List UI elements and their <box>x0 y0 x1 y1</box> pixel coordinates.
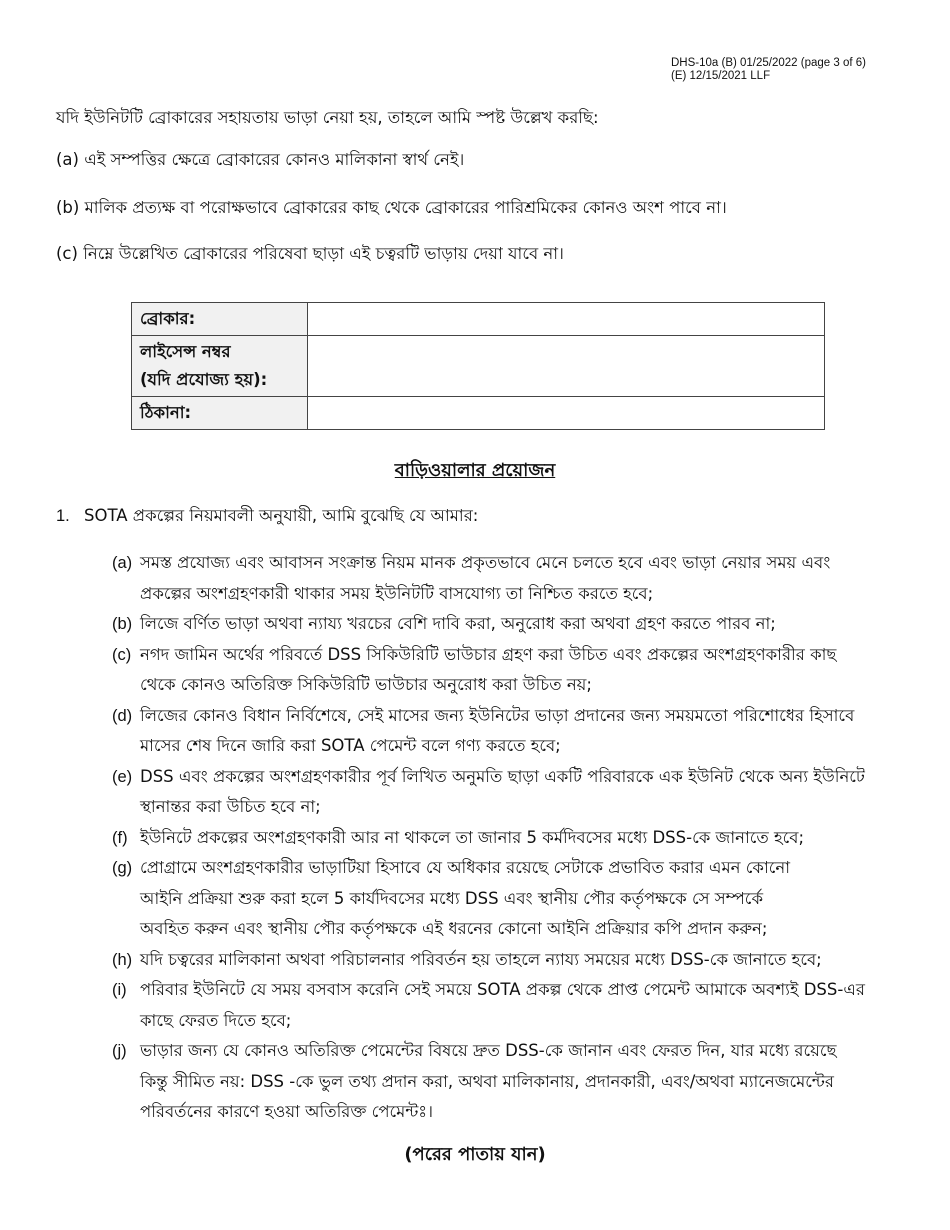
requirement-marker: (h) <box>112 950 133 969</box>
requirement-line: প্রকল্পের অংশগ্রহণকারী থাকার সময় ইউনিটটি বাসযোগ্য তা নিশ্চিত করতে হবে; <box>140 583 654 603</box>
requirement-line: ইউনিটে প্রকল্পের অংশগ্রহণকারী আর না থাকলে তা জানার 5 কর্মদিবসের মধ্যে DSS-কে জানাতে হবে; <box>140 827 805 847</box>
requirement-line: DSS এবং প্রকল্পের অংশগ্রহণকারীর পূর্ব লিখিত অনুমতি ছাড়া একটি পরিবারকে এক ইউনিট থেকে অন্য ইউনিটে <box>140 766 865 786</box>
requirement-item <box>112 640 892 701</box>
requirement-item <box>112 853 892 945</box>
requirement-line: পরিবর্তনের কারণে হওয়া অতিরিক্ত পেমেন্টঃ। <box>140 1102 434 1121</box>
item-number: 1. <box>56 507 70 525</box>
requirement-line: যদি চত্বরের মালিকানা অথবা পরিচালনার পরিবর্তন হয় তাহলে ন্যায্য সময়ের মধ্যে DSS-কে জানাতে হবে; <box>140 949 822 969</box>
requirement-marker: (f) <box>112 828 128 847</box>
requirement-marker: (e) <box>112 767 133 786</box>
requirement-item <box>112 823 892 854</box>
requirement-line: পরিবার ইউনিটে যে সময় বসবাস করেনি সেই সময়ে SOTA প্রকল্প থেকে প্রাপ্ত পেমেন্ট আমাকে অবশ্যই DSS-এর <box>140 980 865 999</box>
broker-row <box>132 303 825 336</box>
requirement-line: নগদ জামিন অর্থের পরিবর্তে DSS সিকিউরিটি ভাউচার গ্রহণ করা উচিত এবং প্রকল্পের অংশগ্রহণকারীর কাছ <box>140 644 837 664</box>
requirement-line: সমস্ত প্রযোজ্য এবং আবাসন সংক্রান্ত নিয়ম মানক প্রকৃতভাবে মেনে চলতে হবে এবং ভাড়া নেয়ার সময় এবং <box>140 553 831 572</box>
requirement-item <box>112 975 892 1036</box>
requirement-line: কাছে ফেরত দিতে হবে; <box>140 1010 292 1030</box>
requirement-line: প্রোগ্রামে অংশগ্রহণকারীর ভাড়াটিয়া হিসাবে যে অধিকার রয়েছে সেটাকে প্রভাবিত করার এমন কোনো <box>140 858 790 877</box>
form-id-line-1: DHS-10a (B) 01/25/2022 (page 3 of 6) <box>671 57 866 69</box>
numbered-item-text: SOTA প্রকল্পের নিয়মাবলী অনুযায়ী, আমি বুঝেছি যে আমার: <box>84 506 479 525</box>
address-row <box>132 397 825 430</box>
license-row <box>132 336 825 397</box>
license-field[interactable] <box>308 336 825 397</box>
requirement-line: থেকে কোনও অতিরিক্ত সিকিউরিটি ভাউচার অনুরোধ করা উচিত নয়; <box>140 675 592 694</box>
intro-item-a: (a) এই সম্পত্তির ক্ষেত্রে ব্রোকারের কোনও মালিকানা স্বার্থ নেই। <box>56 150 465 169</box>
intro-item-b: (b) মালিক প্রত্যক্ষ বা পরোক্ষভাবে ব্রোকারের কাছ থেকে ব্রোকারের পারিশ্রমিকের কোনও অংশ পাবে না। <box>56 198 727 217</box>
requirement-item <box>112 701 892 762</box>
requirement-marker: (i) <box>112 981 127 999</box>
requirement-line: লিজে বর্ণিত ভাড়া অথবা ন্যায্য খরচের বেশি দাবি করা, অনুরোধ করা অথবা গ্রহণ করতে পারব না; <box>140 614 776 633</box>
requirements-list <box>112 548 892 1128</box>
form-id-header <box>671 57 866 83</box>
requirement-line: কিন্তু সীমিত নয়: DSS -কে ভুল তথ্য প্রদান করা, অথবা মালিকানায়, প্রদানকারী, এবং/অথবা ম্যানেজমেন্টের <box>140 1071 834 1091</box>
address-field[interactable] <box>308 397 825 430</box>
license-label <box>132 336 308 397</box>
requirement-line: ভাড়ার জন্য যে কোনও অতিরিক্ত পেমেন্টের বিষয়ে দ্রুত DSS-কে জানান এবং ফেরত দিন, যার মধ্যে রয়েছে <box>140 1041 837 1060</box>
continue-next-page: (পরের পাতায় যান) <box>404 1144 546 1165</box>
license-label-line-2: (যদি প্রযোজ্য হয়): <box>140 370 268 389</box>
requirement-marker: (b) <box>112 615 133 633</box>
requirement-marker: (c) <box>112 645 132 664</box>
section-title: বাড়িওয়ালার প্রয়োজন <box>394 460 556 481</box>
requirement-item <box>112 609 892 640</box>
requirement-line: আইনি প্রক্রিয়া শুরু করা হলে 5 কার্যদিবসের মধ্যে DSS এবং স্থানীয় পৌর কর্তৃপক্ষকে সে সম্পর্কে <box>140 888 763 908</box>
requirement-item <box>112 762 892 823</box>
license-label-line-1: লাইসেন্স নম্বর <box>140 342 231 361</box>
requirement-marker: (a) <box>112 554 133 572</box>
requirement-marker: (d) <box>112 706 133 725</box>
intro-item-c: (c) নিম্নে উল্লেখিত ব্রোকারের পরিষেবা ছাড়া এই চত্বরটি ভাড়ায় দেয়া যাবে না। <box>56 244 564 263</box>
intro-line: যদি ইউনিটটি ব্রোকারের সহায়তায় ভাড়া নেয়া হয়, তাহলে আমি স্পষ্ট উল্লেখ করছি: <box>56 108 599 127</box>
broker-info-table <box>131 302 825 430</box>
requirement-line: অবহিত করুন এবং স্থানীয় পৌর কর্তৃপক্ষকে এই ধরনের কোনো আইনি প্রক্রিয়ার কপি প্রদান করুন; <box>140 919 768 938</box>
requirement-line: লিজের কোনও বিধান নির্বিশেষে, সেই মাসের জন্য ইউনিটের ভাড়া প্রদানের জন্য সময়মতো পরিশোধের হিসাবে <box>140 705 855 725</box>
requirement-line: স্থানান্তর করা উচিত হবে না; <box>140 797 321 816</box>
address-label: ঠিকানা: <box>132 397 308 430</box>
requirement-line: মাসের শেষ দিনে জারি করা SOTA পেমেন্ট বলে গণ্য করতে হবে; <box>140 736 561 755</box>
broker-label: ব্রোকার: <box>132 303 308 336</box>
requirement-item <box>112 945 892 976</box>
requirement-marker: (j) <box>112 1042 127 1060</box>
requirement-item <box>112 1036 892 1128</box>
requirement-item <box>112 548 892 609</box>
numbered-item-1 <box>56 504 478 528</box>
broker-field[interactable] <box>308 303 825 336</box>
requirement-marker: (g) <box>112 859 133 877</box>
form-id-line-2: (E) 12/15/2021 LLF <box>671 70 771 82</box>
